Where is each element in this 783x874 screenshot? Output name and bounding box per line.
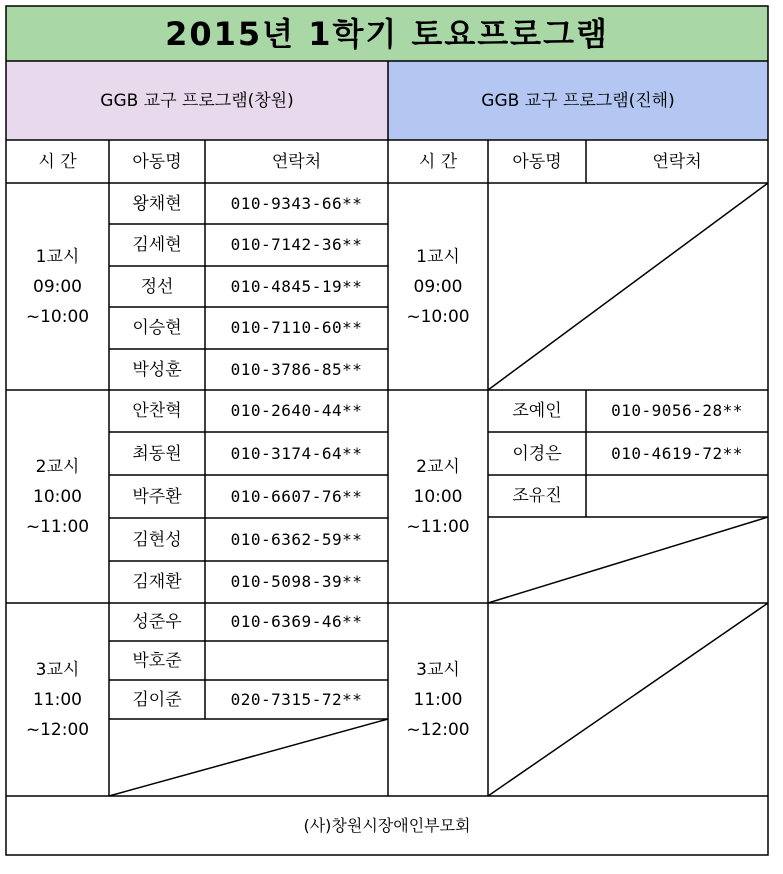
period-start: 11:00 (413, 689, 463, 710)
period-label: 3교시 (35, 659, 80, 680)
right-col-phone: 연락처 (652, 151, 702, 172)
child-name: 박주환 (132, 486, 182, 507)
period-label: 2교시 (416, 456, 460, 477)
left-period-2-time (6, 390, 109, 603)
child-phone: 010-6362-59** (230, 529, 363, 549)
page-title: 2015년 1학기 토요프로그램 (165, 14, 609, 53)
left-period-1-time (6, 183, 109, 390)
child-name: 박성훈 (132, 359, 182, 380)
organization-footer: (사)창원시장애인부모회 (303, 815, 471, 835)
right-col-name: 아동명 (512, 151, 562, 172)
child-phone: 010-3786-85** (230, 359, 363, 379)
child-name: 정선 (140, 276, 174, 297)
child-phone: 010-6607-76** (230, 486, 363, 506)
period-start: 10:00 (413, 486, 463, 507)
right-col-time: 시 간 (418, 151, 458, 172)
period-label: 3교시 (416, 659, 460, 680)
child-name: 김세현 (132, 235, 182, 255)
period-start: 11:00 (33, 689, 82, 710)
child-phone: 010-3174-64** (230, 443, 363, 463)
period-label: 1교시 (35, 246, 80, 267)
period-label: 2교시 (35, 456, 80, 477)
child-phone (205, 641, 388, 680)
period-end: ~11:00 (406, 516, 470, 537)
child-phone: 010-4845-19** (230, 276, 363, 296)
child-name: 김재환 (132, 572, 182, 592)
right-period-2-time (388, 390, 488, 603)
child-name: 김이준 (132, 689, 182, 710)
child-name: 성준우 (132, 612, 182, 632)
right-period-3-time (388, 603, 488, 796)
left-col-time: 시 간 (38, 151, 77, 172)
period-label: 1교시 (416, 246, 460, 267)
period-end: ~11:00 (25, 516, 90, 537)
right-program-title: GGB 교구 프로그램(진해) (481, 90, 675, 111)
child-name: 조예인 (512, 401, 562, 421)
child-name: 최동원 (132, 443, 182, 464)
period-start: 09:00 (33, 276, 82, 297)
period-end: ~10:00 (406, 306, 470, 327)
child-name: 이승현 (132, 318, 182, 338)
child-phone: 010-7142-36** (230, 235, 363, 254)
child-phone: 010-4619-72** (611, 443, 743, 463)
left-col-phone: 연락처 (271, 151, 322, 172)
child-name: 박호준 (132, 650, 182, 671)
child-phone: 010-7110-60** (230, 318, 363, 337)
left-col-name: 아동명 (132, 151, 182, 172)
period-start: 09:00 (413, 276, 463, 297)
child-name: 조유진 (512, 486, 562, 506)
child-name: 김현성 (132, 529, 182, 550)
period-end: ~12:00 (406, 719, 470, 740)
child-phone: 010-2640-44** (230, 401, 363, 420)
child-phone (586, 475, 768, 517)
period-end: ~10:00 (25, 306, 90, 327)
child-phone: 010-5098-39** (230, 572, 363, 591)
child-name: 이경은 (512, 443, 562, 464)
child-name: 왕채현 (132, 193, 182, 214)
period-start: 10:00 (33, 486, 82, 507)
period-end: ~12:00 (25, 719, 90, 740)
child-phone: 020-7315-72** (230, 689, 363, 709)
child-phone: 010-6369-46** (230, 612, 363, 631)
child-phone: 010-9343-66** (230, 193, 363, 213)
left-program-title: GGB 교구 프로그램(창원) (100, 90, 294, 111)
left-period-3-time (6, 603, 109, 796)
right-period-1-time (388, 183, 488, 390)
child-name: 안찬혁 (132, 401, 182, 421)
child-phone: 010-9056-28** (611, 401, 743, 420)
